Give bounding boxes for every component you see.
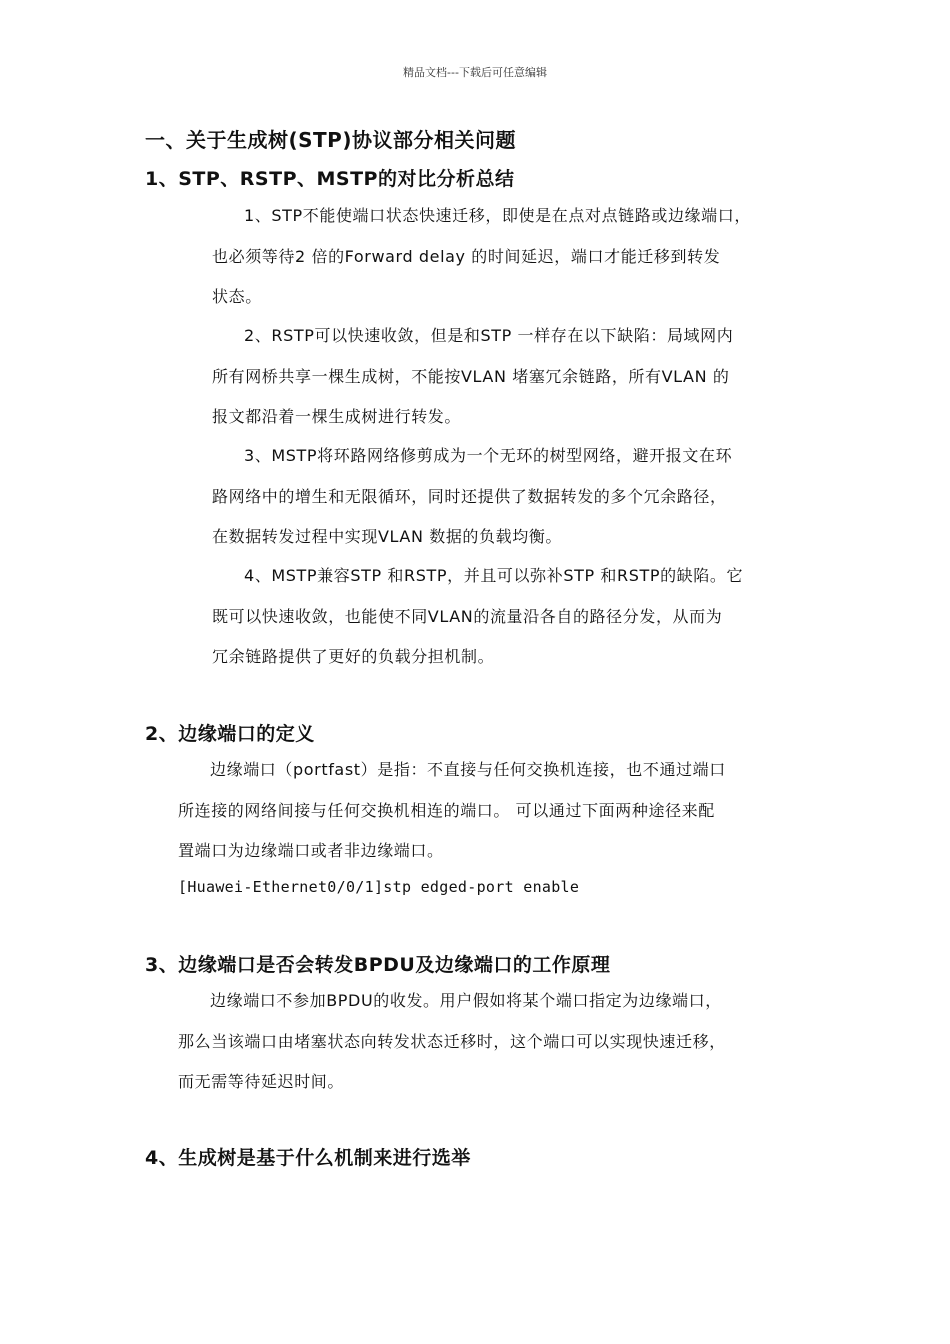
document-title: 一、关于生成树(STP)协议部分相关问题	[145, 128, 516, 152]
text-line: 那么当该端口由堵塞状态向转发状态迁移时，这个端口可以实现快速迁移，	[178, 1031, 726, 1051]
text-line: 既可以快速收敛，也能使不同VLAN的流量沿各自的路径分发，从而为	[212, 606, 723, 626]
section-2-heading: 2、边缘端口的定义	[145, 723, 315, 745]
text-line: 所有网桥共享一棵生成树，不能按VLAN 堵塞冗余链路，所有VLAN 的	[212, 366, 730, 386]
section-3-heading: 3、边缘端口是否会转发BPDU及边缘端口的工作原理	[145, 954, 611, 976]
text-line: 路网络中的增生和无限循环，同时还提供了数据转发的多个冗余路径，	[212, 486, 727, 506]
text-line: 报文都沿着一棵生成树进行转发。	[212, 407, 462, 426]
text-line: 而无需等待延迟时间。	[178, 1072, 345, 1091]
section-3-paragraph	[178, 981, 726, 1103]
text-line: 状态。	[212, 287, 262, 306]
section-1-heading: 1、STP、RSTP、MSTP的对比分析总结	[145, 168, 515, 190]
text-line: 在数据转发过程中实现VLAN 数据的负载均衡。	[212, 527, 563, 546]
section-4-heading: 4、生成树是基于什么机制来进行选举	[145, 1147, 471, 1169]
section-1-paragraph-1	[212, 196, 751, 318]
page-header: 精品文档---下载后可任意编辑	[403, 66, 547, 79]
section-1-paragraph-2	[212, 316, 733, 438]
text-line: 1、STP不能使端口状态快速迁移，即使是在点对点链路或边缘端口，	[244, 206, 751, 225]
section-1-paragraph-4	[212, 556, 743, 678]
section-1-paragraph-3	[212, 436, 732, 558]
text-line: 也必须等待2 倍的Forward delay 的时间延迟，端口才能迁移到转发	[212, 246, 721, 266]
text-line: 3、MSTP将环路网络修剪成为一个无环的树型网络，避开报文在环	[244, 446, 733, 465]
section-2-paragraph	[178, 750, 726, 872]
text-line: 2、RSTP可以快速收敛，但是和STP 一样存在以下缺陷：局域网内	[244, 326, 734, 345]
text-line: 边缘端口不参加BPDU的收发。用户假如将某个端口指定为边缘端口，	[210, 991, 722, 1010]
text-line: 边缘端口（portfast）是指：不直接与任何交换机连接，也不通过端口	[210, 760, 726, 779]
text-line: 所连接的网络间接与任何交换机相连的端口。 可以通过下面两种途径来配	[178, 800, 715, 820]
text-line: 4、MSTP兼容STP 和RSTP，并且可以弥补STP 和RSTP的缺陷。它	[244, 566, 744, 585]
config-command: [Huawei-Ethernet0/0/1]stp edged-port enable	[178, 878, 580, 896]
text-line: 冗余链路提供了更好的负载分担机制。	[212, 647, 495, 666]
text-line: 置端口为边缘端口或者非边缘端口。	[178, 841, 444, 860]
